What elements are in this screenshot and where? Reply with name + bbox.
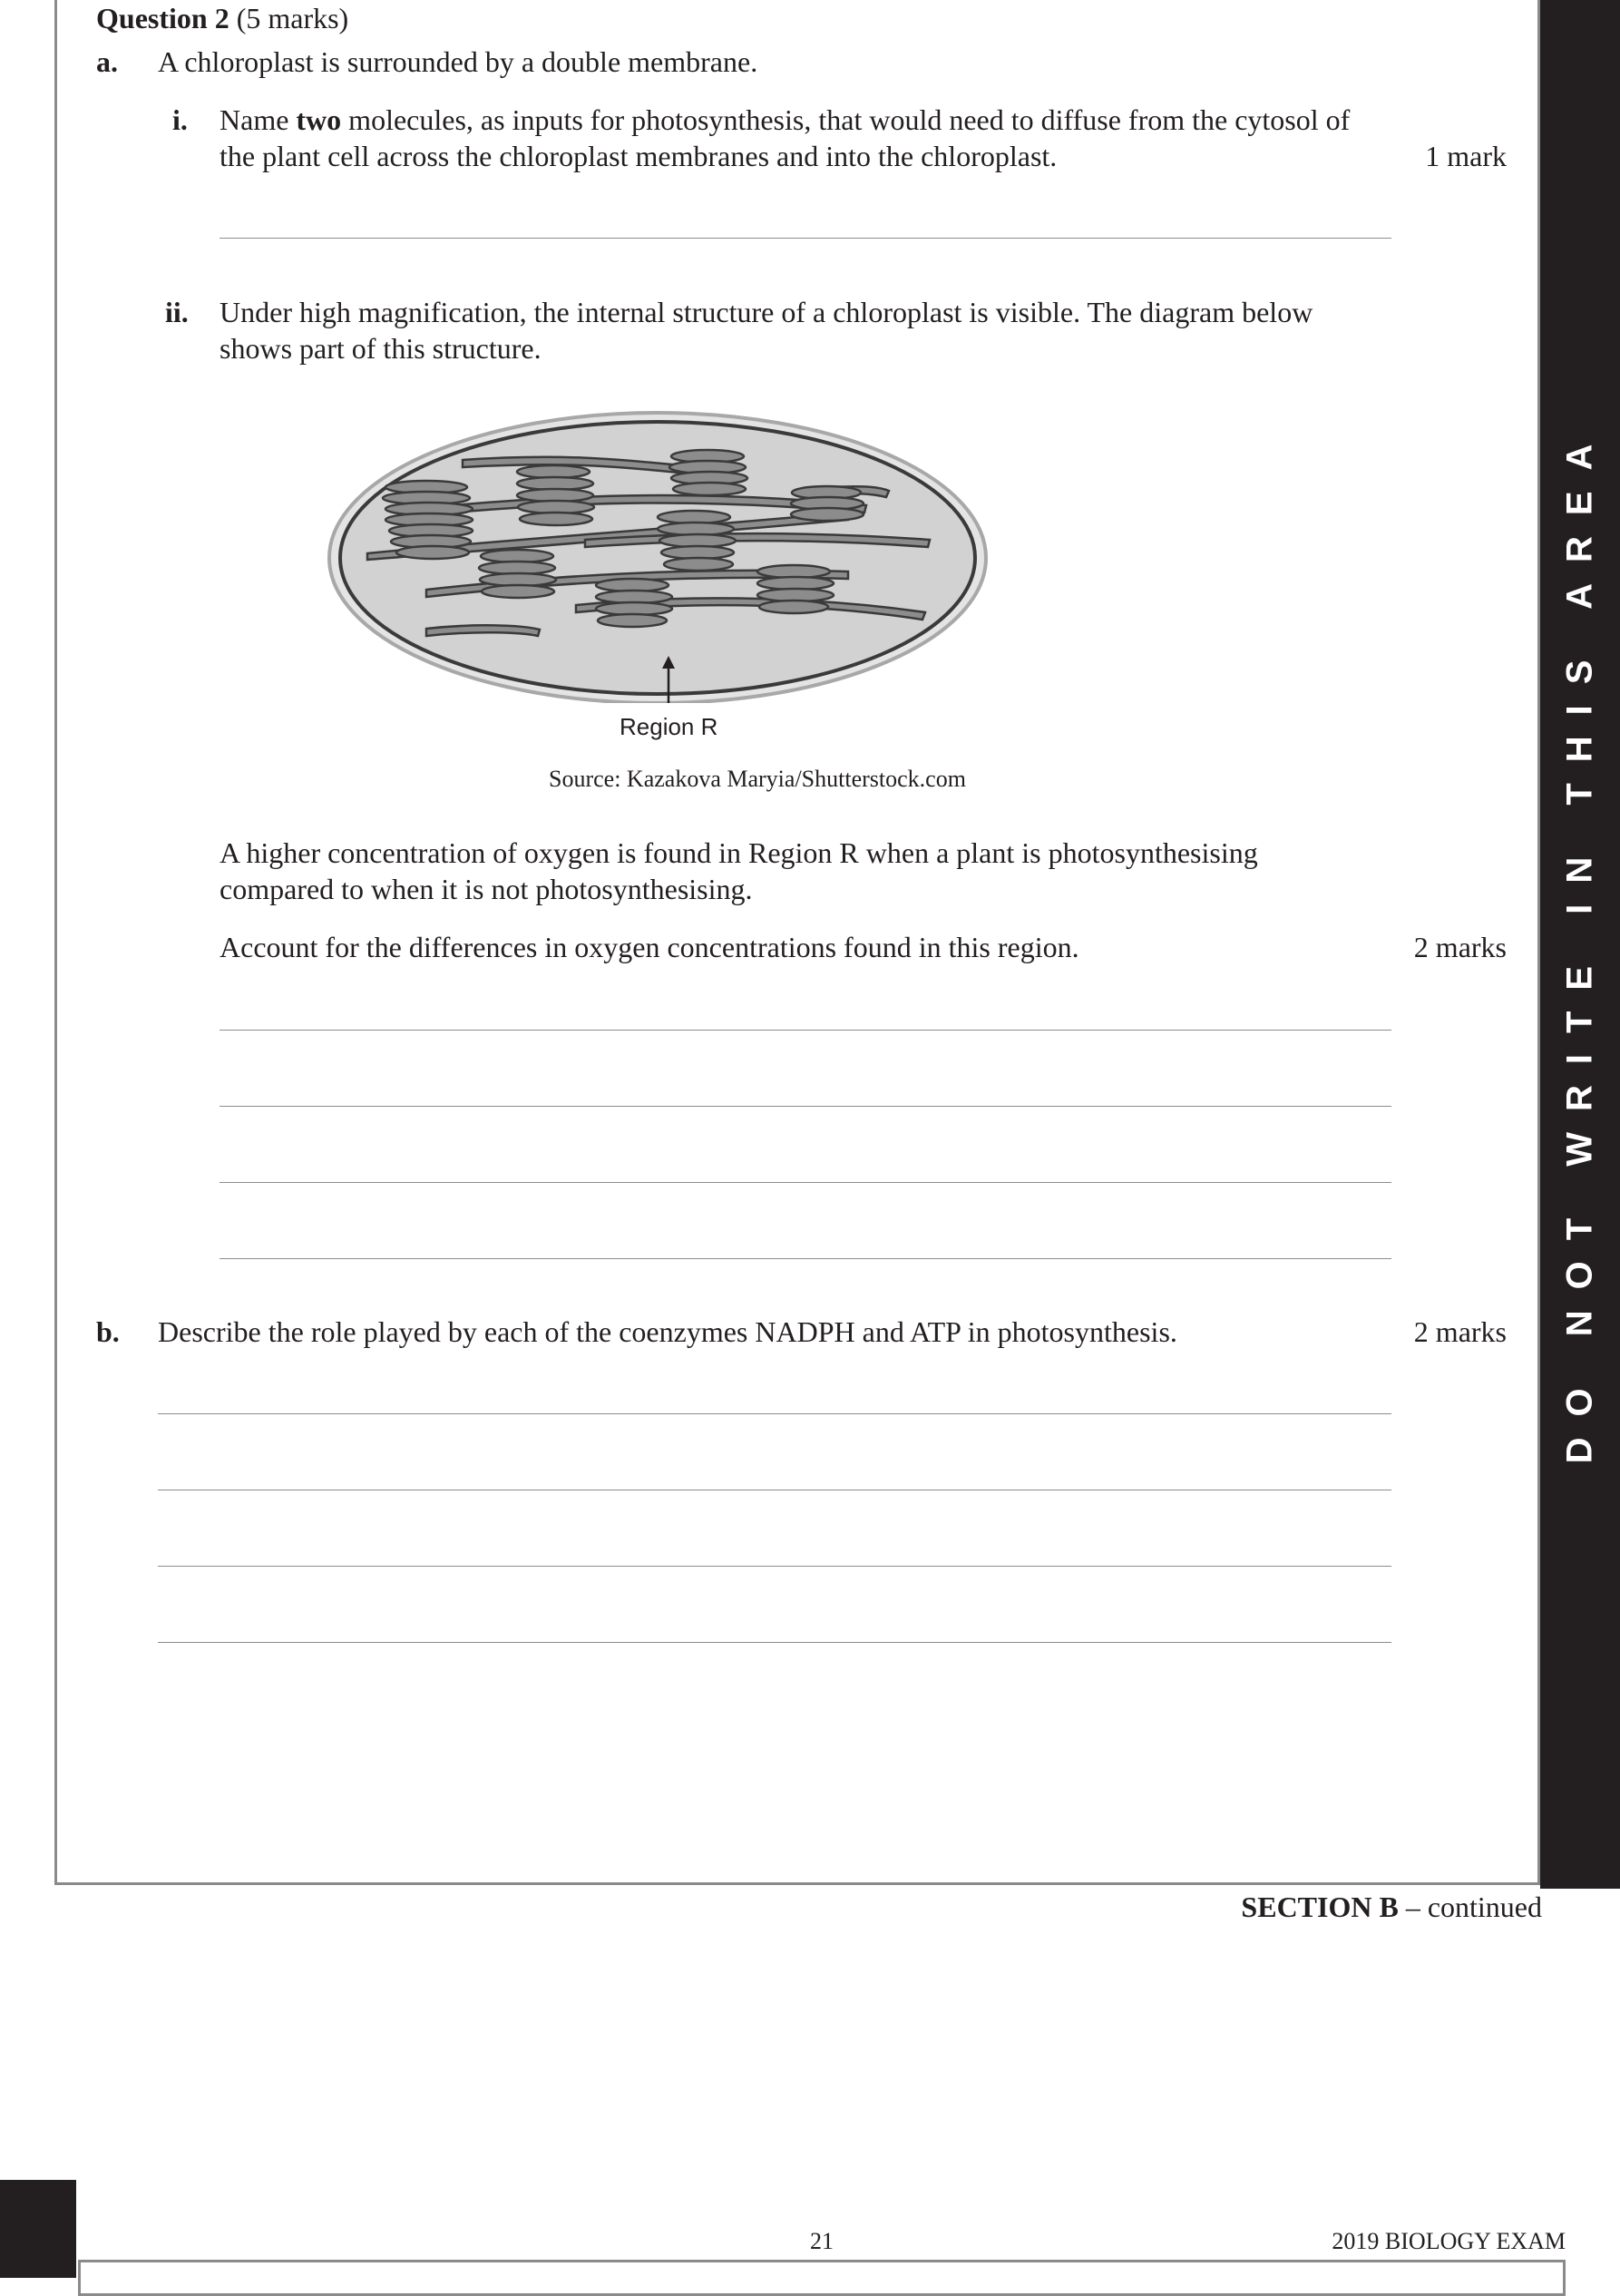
part-b-label: b.: [96, 1315, 120, 1348]
answer-line[interactable]: [220, 1182, 1391, 1183]
answer-line[interactable]: [158, 1642, 1391, 1643]
sub-i-text-bold: two: [296, 103, 342, 136]
corner-block: [0, 2180, 76, 2278]
sub-i-text-pre: Name: [220, 103, 297, 136]
sub-ii-question: [220, 294, 1313, 366]
sub-ii-text-line1: Under high magnification, the internal structure of a chloroplast is visible. The diagram below: [220, 296, 1313, 328]
sub-ii-para1-line2: compared to when it is not photosynthesising.: [220, 873, 753, 905]
part-b-text: Describe the role played by each of the coenzymes NADPH and ATP in photosynthesis.: [158, 1315, 1177, 1348]
question-heading: [96, 0, 348, 36]
diagram-source: Source: Kazakova Maryia/Shutterstock.com: [549, 766, 966, 792]
answer-line[interactable]: [220, 1258, 1391, 1259]
continued-text: – continued: [1398, 1891, 1542, 1923]
sub-i-text-post: molecules, as inputs for photosynthesis, that would need to diffuse from the cytosol of: [341, 103, 1351, 136]
chloroplast-diagram: [322, 404, 993, 703]
sub-ii-text-line2: shows part of this structure.: [220, 332, 542, 365]
sub-ii-label: ii.: [165, 296, 189, 328]
part-b-marks: 2 marks: [1413, 1315, 1507, 1348]
sub-ii-para1-line1: A higher concentration of oxygen is found in Region R when a plant is photosynthesising: [220, 836, 1258, 869]
answer-line[interactable]: [220, 1030, 1391, 1031]
footer-box: [78, 2260, 1566, 2296]
do-not-write-label: DO NOT WRITE IN THIS AREA: [1559, 423, 1600, 1464]
sub-i-marks: 1 mark: [1425, 140, 1507, 172]
sub-i-text-line2: the plant cell across the chloroplast membranes and into the chloroplast.: [220, 140, 1058, 172]
sub-ii-task: Account for the differences in oxygen concentrations found in this region.: [220, 931, 1079, 963]
exam-title: 2019 BIOLOGY EXAM: [1332, 2228, 1566, 2254]
question-title: Question 2: [96, 2, 229, 34]
answer-line[interactable]: [158, 1566, 1391, 1567]
page-number: 21: [810, 2228, 834, 2254]
answer-line[interactable]: [220, 238, 1391, 239]
question-marks: (5 marks): [236, 2, 349, 34]
answer-line[interactable]: [220, 1106, 1391, 1107]
section-continued: [1241, 1889, 1542, 1925]
section-name: SECTION B: [1241, 1891, 1399, 1923]
part-a-text: A chloroplast is surrounded by a double membrane.: [158, 45, 758, 78]
sub-i-label: i.: [172, 103, 188, 136]
region-r-label: Region R: [620, 713, 718, 740]
answer-line[interactable]: [158, 1413, 1391, 1414]
part-a-label: a.: [96, 45, 118, 78]
sub-ii-context: [220, 835, 1258, 907]
sub-i-question: [220, 102, 1350, 174]
sub-ii-marks: 2 marks: [1413, 931, 1507, 963]
